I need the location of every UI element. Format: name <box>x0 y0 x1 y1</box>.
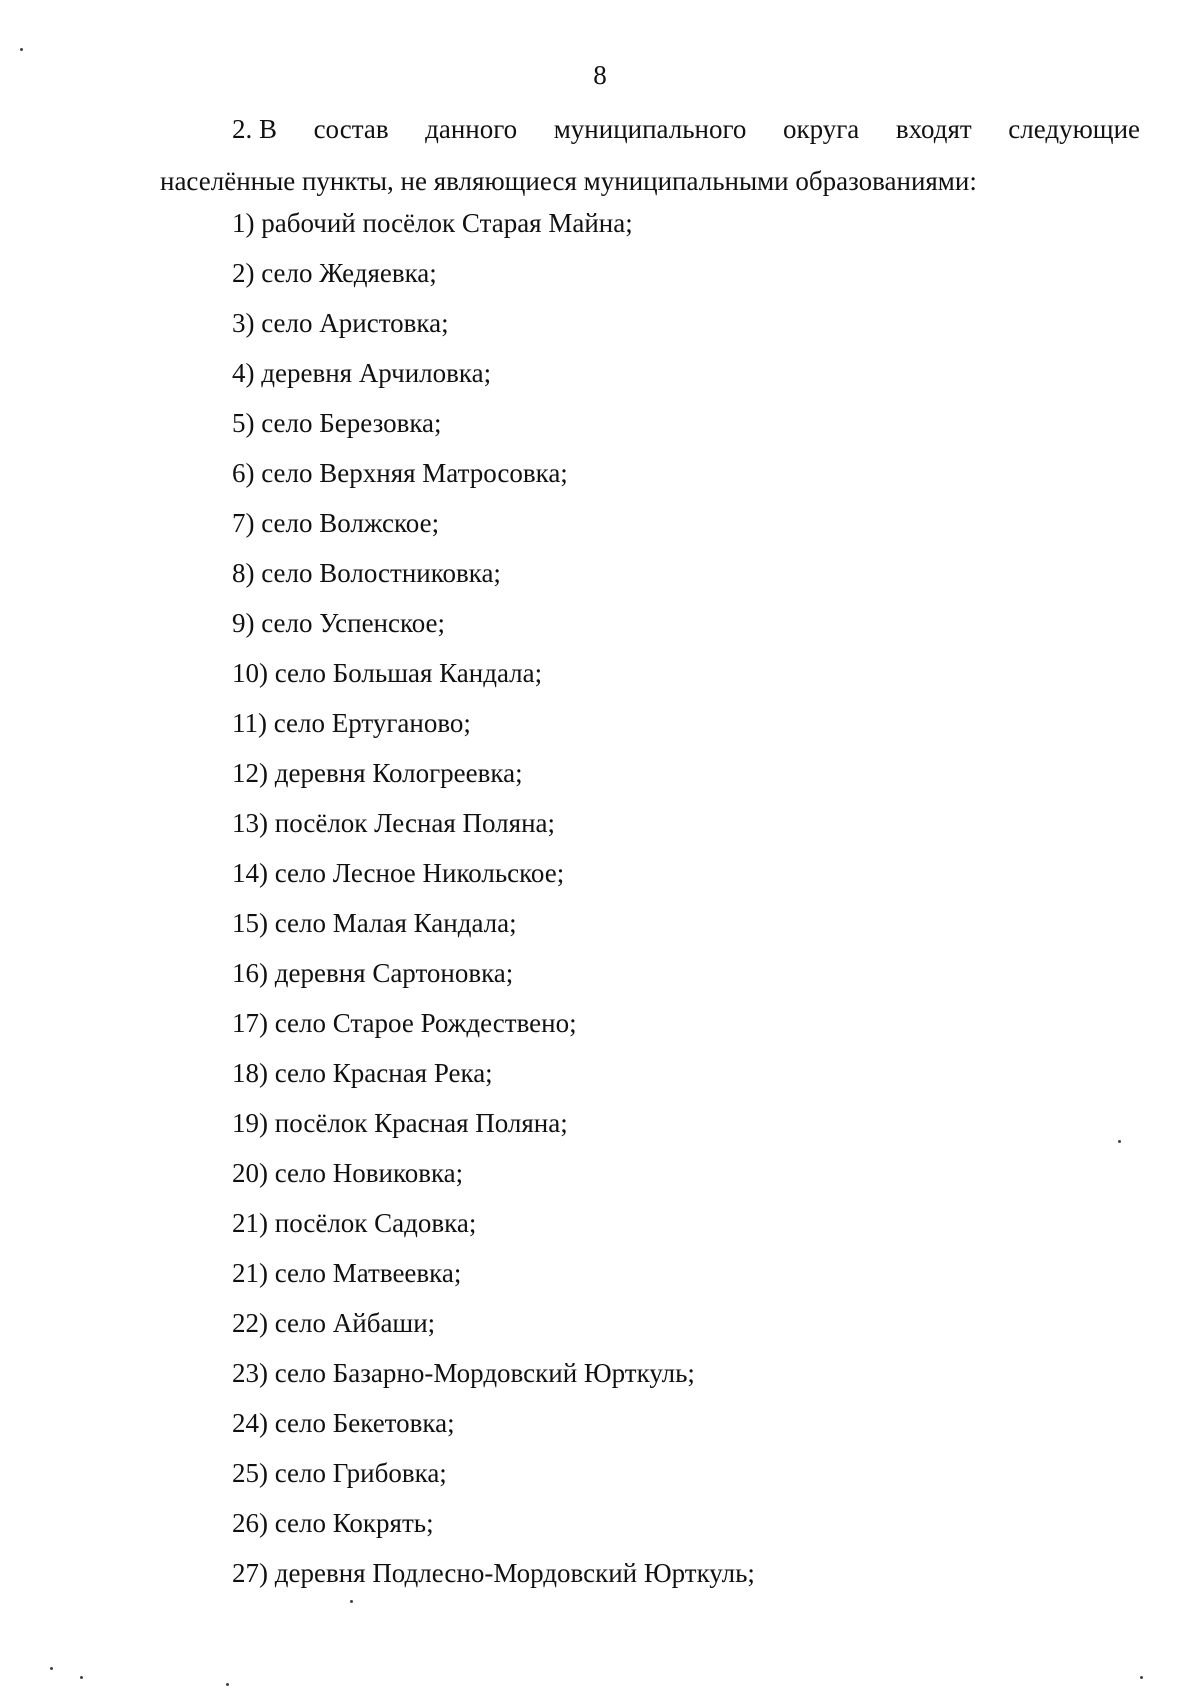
list-item: 12) деревня Кологреевка; <box>232 758 523 788</box>
scan-speck <box>50 1667 53 1670</box>
list-item: 3) село Аристовка; <box>232 308 449 338</box>
intro-word: данного <box>425 114 518 144</box>
list-item: 15) село Малая Кандала; <box>232 908 517 938</box>
intro-word: состав <box>313 114 389 144</box>
list-item: 6) село Верхняя Матросовка; <box>232 458 568 488</box>
list-item: 13) посёлок Лесная Поляна; <box>232 808 556 838</box>
intro-paragraph <box>160 103 1140 207</box>
scan-speck <box>80 1676 83 1679</box>
list-item: 21) посёлок Садовка; <box>232 1208 477 1238</box>
list-item: 25) село Грибовка; <box>232 1458 447 1488</box>
list-item: 14) село Лесное Никольское; <box>232 858 565 888</box>
scan-speck <box>1140 1676 1143 1679</box>
list-item: 4) деревня Арчиловка; <box>232 358 492 388</box>
list-item: 8) село Волостниковка; <box>232 558 501 588</box>
list-item: 21) село Матвеевка; <box>232 1258 462 1288</box>
intro-word: 2. В <box>232 114 278 144</box>
list-item: 17) село Старое Рождествено; <box>232 1008 577 1038</box>
list-item: 27) деревня Подлесно-Мордовский Юрткуль; <box>232 1558 755 1588</box>
list-item: 1) рабочий посёлок Старая Майна; <box>232 208 633 238</box>
list-item: 11) село Ертуганово; <box>232 708 471 738</box>
intro-second-line: населённые пункты, не являющиеся муниципальными образованиями: <box>160 166 977 196</box>
list-item: 19) посёлок Красная Поляна; <box>232 1108 568 1138</box>
list-item: 9) село Успенское; <box>232 608 446 638</box>
intro-word: округа <box>782 114 860 144</box>
list-item: 26) село Кокрять; <box>232 1508 434 1538</box>
list-item: 10) село Большая Кандала; <box>232 658 543 688</box>
scan-speck <box>350 1600 353 1603</box>
list-item: 5) село Березовка; <box>232 408 442 438</box>
list-item: 24) село Бекетовка; <box>232 1408 455 1438</box>
list-item: 7) село Волжское; <box>232 508 440 538</box>
list-item: 22) село Айбаши; <box>232 1308 436 1338</box>
page-number: 8 <box>593 60 607 90</box>
list-item: 23) село Базарно-Мордовский Юрткуль; <box>232 1358 695 1388</box>
settlements-list <box>232 200 755 1600</box>
scan-speck <box>1118 1140 1121 1143</box>
scan-speck <box>226 1683 229 1686</box>
list-item: 18) село Красная Река; <box>232 1058 493 1088</box>
scan-speck <box>20 48 23 51</box>
intro-first-line <box>160 103 1140 155</box>
intro-word: муниципального <box>553 114 747 144</box>
list-item: 16) деревня Сартоновка; <box>232 958 514 988</box>
list-item: 2) село Жедяевка; <box>232 258 437 288</box>
intro-word: входят <box>895 114 972 144</box>
list-item: 20) село Новиковка; <box>232 1158 464 1188</box>
intro-word: следующие <box>1008 114 1140 144</box>
